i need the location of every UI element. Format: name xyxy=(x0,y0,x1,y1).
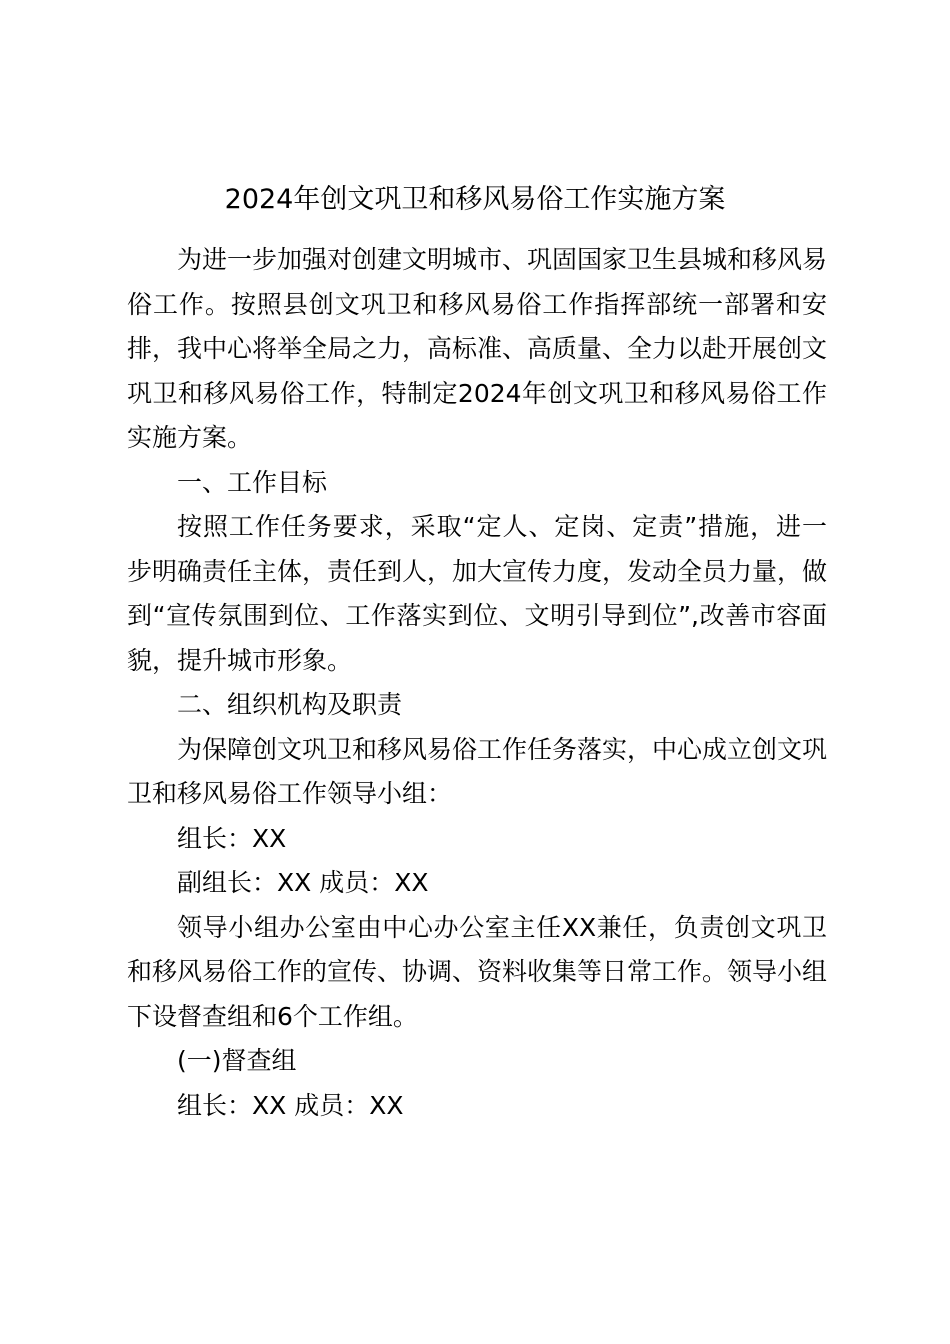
line-deputy-leader-members: 副组长：XX 成员：XX xyxy=(177,868,429,897)
paragraph-intro: 为进一步加强对创建文明城市、巩固国家卫生县城和移风易俗工作。按照县创文巩卫和移风易俗工作指挥部统一部署和安排，我中心将举全局之力，高标准、高质量、全力以赴开展创文巩卫和移风易俗工作，特制定2024年创文巩卫和移风易俗工作实施方案。 xyxy=(127,245,828,452)
heading-work-goals: 一、工作目标 xyxy=(177,467,328,497)
paragraph-work-goals: 按照工作任务要求，采取“定人、定岗、定责”措施，进一步明确责任主体，责任到人，加大宣传力度，发动全员力量，做到“宣传氛围到位、工作落实到位、文明引导到位”,改善市容面貌，提升城市形象。 xyxy=(127,512,828,675)
heading-inspection-group: (一)督查组 xyxy=(177,1046,297,1075)
line-inspection-leader-members: 组长：XX 成员：XX xyxy=(177,1090,404,1120)
heading-organization: 二、组织机构及职责 xyxy=(177,690,403,719)
paragraph-office: 领导小组办公室由中心办公室主任XX兼任，负责创文巩卫和移风易俗工作的宣传、协调、资料收集等日常工作。领导小组下设督查组和6个工作组。 xyxy=(127,912,828,1031)
document-body xyxy=(127,238,827,1128)
document-title: 2024年创文巩卫和移风易俗工作实施方案 xyxy=(224,184,726,215)
line-group-leader: 组长：XX xyxy=(177,823,287,853)
paragraph-organization: 为保障创文巩卫和移风易俗工作任务落实，中心成立创文巩卫和移风易俗工作领导小组： xyxy=(127,734,828,808)
